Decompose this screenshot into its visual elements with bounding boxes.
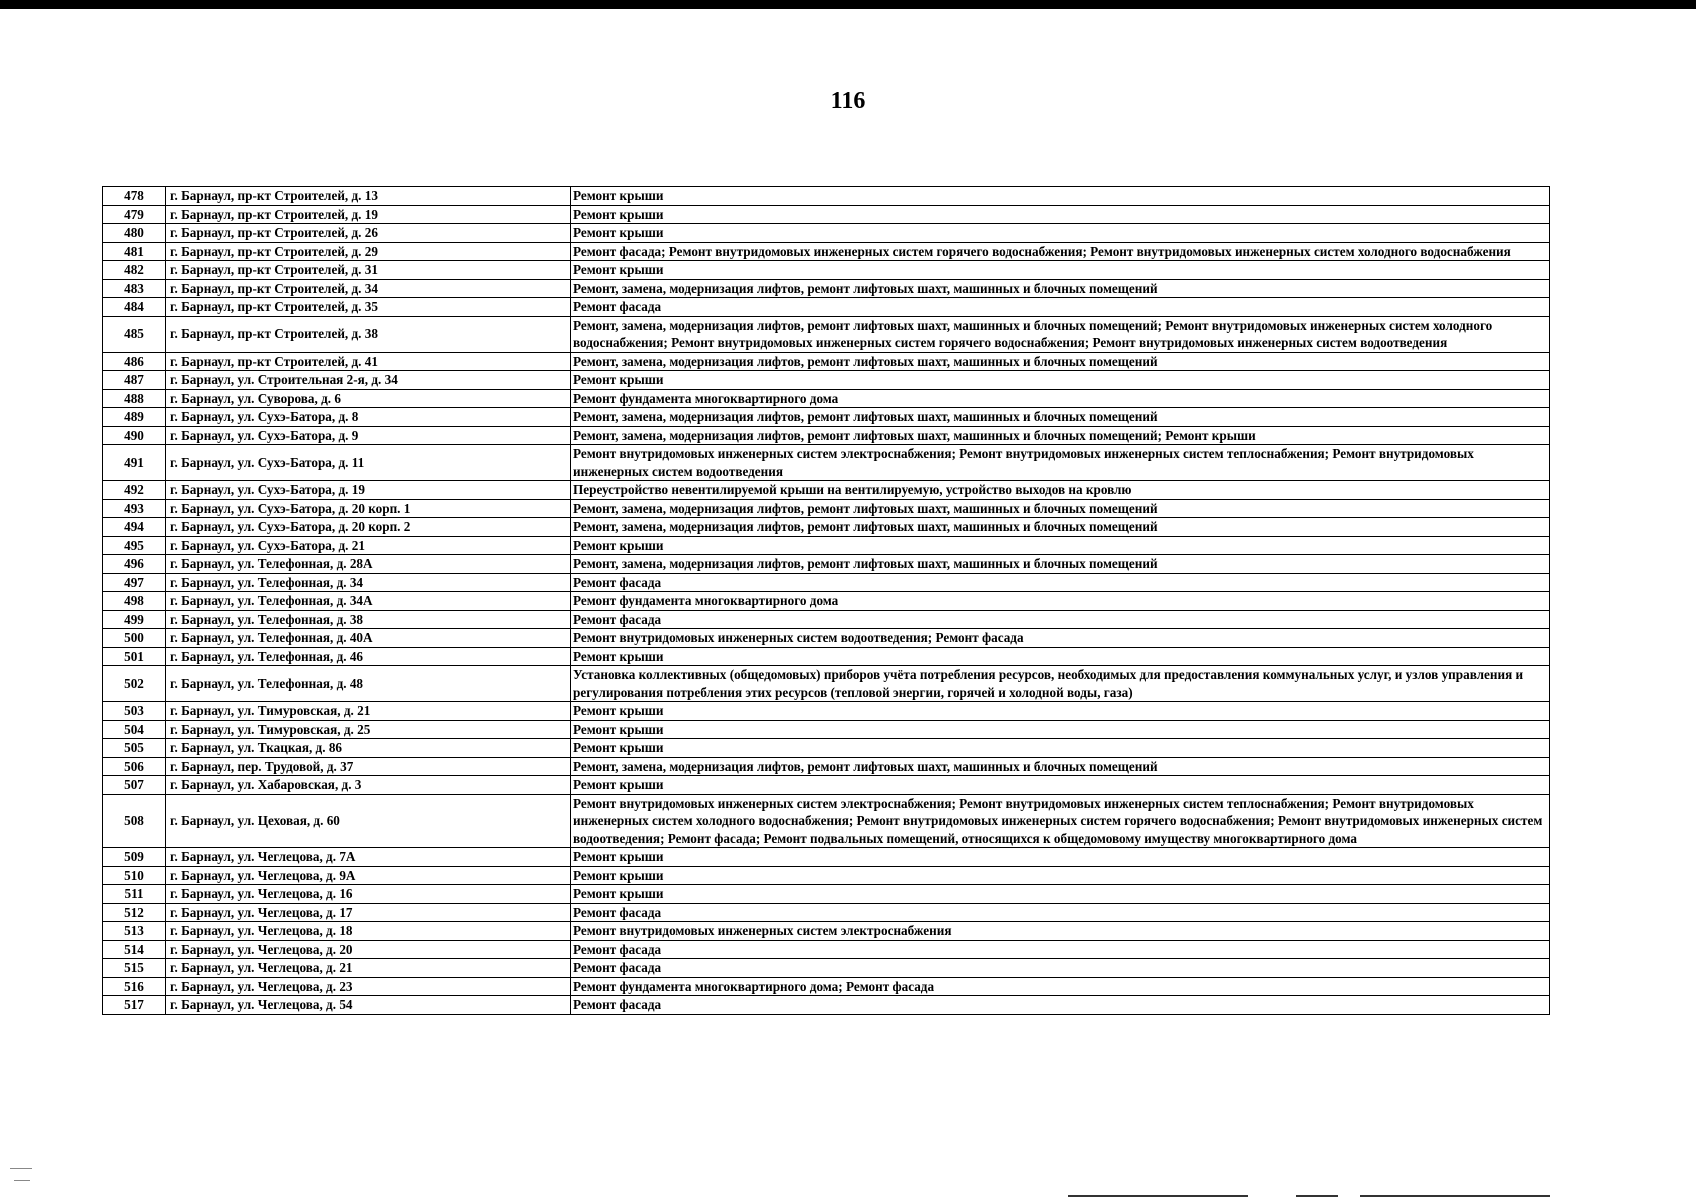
row-address: г. Барнаул, ул. Сухэ-Батора, д. 9	[166, 426, 571, 445]
row-work: Ремонт фасада	[571, 573, 1550, 592]
row-work: Ремонт фасада	[571, 940, 1550, 959]
row-number: 485	[103, 316, 166, 352]
table-row	[103, 518, 1550, 537]
row-address: г. Барнаул, ул. Телефонная, д. 34А	[166, 592, 571, 611]
table-row	[103, 592, 1550, 611]
table-row	[103, 298, 1550, 317]
row-address: г. Барнаул, ул. Телефонная, д. 46	[166, 647, 571, 666]
table-row	[103, 885, 1550, 904]
works-table-body	[103, 187, 1550, 1015]
table-row	[103, 389, 1550, 408]
row-number: 490	[103, 426, 166, 445]
row-work: Ремонт крыши	[571, 885, 1550, 904]
row-number: 504	[103, 720, 166, 739]
row-work: Ремонт внутридомовых инженерных систем электроснабжения	[571, 922, 1550, 941]
row-work: Ремонт, замена, модернизация лифтов, ремонт лифтовых шахт, машинных и блочных помещений	[571, 279, 1550, 298]
works-table-container	[102, 186, 1550, 1015]
table-row	[103, 573, 1550, 592]
row-address: г. Барнаул, ул. Телефонная, д. 28А	[166, 555, 571, 574]
row-work: Ремонт внутридомовых инженерных систем электроснабжения; Ремонт внутридомовых инженерных систем теплоснабжения; Ремонт внутридомовых инженерных систем водоотведения	[571, 445, 1550, 481]
row-address: г. Барнаул, ул. Чеглецова, д. 9А	[166, 866, 571, 885]
table-row	[103, 903, 1550, 922]
row-address: г. Барнаул, ул. Ткацкая, д. 86	[166, 739, 571, 758]
table-row	[103, 610, 1550, 629]
row-work: Ремонт внутридомовых инженерных систем электроснабжения; Ремонт внутридомовых инженерных систем теплоснабжения; Ремонт внутридомовых инженерных систем холодного водоснабжения; Ремонт внутридомовых инженерных систем горячего водоснабжения; Ремонт внутридомовых инженерных систем водоотведения; Ремонт фасада; Ремонт подвальных помещений, относящихся к общедомовому имуществу многоквартирного дома	[571, 794, 1550, 848]
table-row	[103, 720, 1550, 739]
table-row	[103, 776, 1550, 795]
bottom-edge-line	[1360, 1195, 1550, 1197]
row-number: 498	[103, 592, 166, 611]
table-row	[103, 940, 1550, 959]
row-address: г. Барнаул, ул. Чеглецова, д. 20	[166, 940, 571, 959]
row-number: 501	[103, 647, 166, 666]
row-work: Ремонт, замена, модернизация лифтов, ремонт лифтовых шахт, машинных и блочных помещений; Ремонт крыши	[571, 426, 1550, 445]
row-number: 480	[103, 224, 166, 243]
table-row	[103, 666, 1550, 702]
row-work: Ремонт, замена, модернизация лифтов, ремонт лифтовых шахт, машинных и блочных помещений; Ремонт внутридомовых инженерных систем холодного водоснабжения; Ремонт внутридомовых инженерных систем горячего водоснабжения; Ремонт внутридомовых инженерных систем водоотведения	[571, 316, 1550, 352]
row-work: Ремонт фундамента многоквартирного дома	[571, 592, 1550, 611]
row-address: г. Барнаул, ул. Сухэ-Батора, д. 20 корп. 2	[166, 518, 571, 537]
row-number: 507	[103, 776, 166, 795]
row-work: Ремонт крыши	[571, 205, 1550, 224]
row-number: 514	[103, 940, 166, 959]
table-row	[103, 555, 1550, 574]
row-number: 491	[103, 445, 166, 481]
row-address: г. Барнаул, ул. Сухэ-Батора, д. 19	[166, 481, 571, 500]
row-number: 486	[103, 352, 166, 371]
table-row	[103, 205, 1550, 224]
row-number: 505	[103, 739, 166, 758]
scan-top-edge	[0, 0, 1696, 9]
row-number: 509	[103, 848, 166, 867]
row-work: Ремонт фасада; Ремонт внутридомовых инженерных систем горячего водоснабжения; Ремонт внутридомовых инженерных систем холодного водоснабжения	[571, 242, 1550, 261]
row-work: Ремонт крыши	[571, 187, 1550, 206]
row-address: г. Барнаул, ул. Телефонная, д. 48	[166, 666, 571, 702]
row-address: г. Барнаул, ул. Чеглецова, д. 23	[166, 977, 571, 996]
table-row	[103, 261, 1550, 280]
row-address: г. Барнаул, ул. Строительная 2-я, д. 34	[166, 371, 571, 390]
table-row	[103, 187, 1550, 206]
row-work: Ремонт крыши	[571, 720, 1550, 739]
row-number: 483	[103, 279, 166, 298]
row-address: г. Барнаул, пр-кт Строителей, д. 35	[166, 298, 571, 317]
row-number: 516	[103, 977, 166, 996]
row-address: г. Барнаул, ул. Чеглецова, д. 16	[166, 885, 571, 904]
row-number: 489	[103, 408, 166, 427]
row-work: Ремонт, замена, модернизация лифтов, ремонт лифтовых шахт, машинных и блочных помещений	[571, 518, 1550, 537]
row-work: Ремонт фасада	[571, 298, 1550, 317]
row-address: г. Барнаул, ул. Чеглецова, д. 7А	[166, 848, 571, 867]
row-address: г. Барнаул, ул. Тимуровская, д. 21	[166, 702, 571, 721]
table-row	[103, 629, 1550, 648]
row-number: 513	[103, 922, 166, 941]
table-row	[103, 647, 1550, 666]
table-row	[103, 242, 1550, 261]
row-work: Ремонт крыши	[571, 536, 1550, 555]
row-number: 500	[103, 629, 166, 648]
row-number: 493	[103, 499, 166, 518]
row-address: г. Барнаул, ул. Хабаровская, д. 3	[166, 776, 571, 795]
bottom-edge-line	[1068, 1195, 1248, 1197]
row-address: г. Барнаул, ул. Сухэ-Батора, д. 21	[166, 536, 571, 555]
row-address: г. Барнаул, пр-кт Строителей, д. 29	[166, 242, 571, 261]
table-row	[103, 996, 1550, 1015]
row-address: г. Барнаул, ул. Чеглецова, д. 54	[166, 996, 571, 1015]
row-work: Ремонт, замена, модернизация лифтов, ремонт лифтовых шахт, машинных и блочных помещений	[571, 555, 1550, 574]
margin-mark	[10, 1168, 32, 1169]
row-work: Ремонт крыши	[571, 702, 1550, 721]
row-address: г. Барнаул, пер. Трудовой, д. 37	[166, 757, 571, 776]
row-number: 495	[103, 536, 166, 555]
row-address: г. Барнаул, пр-кт Строителей, д. 34	[166, 279, 571, 298]
table-row	[103, 224, 1550, 243]
row-work: Ремонт, замена, модернизация лифтов, ремонт лифтовых шахт, машинных и блочных помещений	[571, 499, 1550, 518]
row-number: 515	[103, 959, 166, 978]
table-row	[103, 866, 1550, 885]
row-address: г. Барнаул, ул. Чеглецова, д. 17	[166, 903, 571, 922]
row-work: Переустройство невентилируемой крыши на вентилируемую, устройство выходов на кровлю	[571, 481, 1550, 500]
row-number: 511	[103, 885, 166, 904]
row-number: 510	[103, 866, 166, 885]
table-row	[103, 536, 1550, 555]
row-address: г. Барнаул, пр-кт Строителей, д. 41	[166, 352, 571, 371]
row-number: 499	[103, 610, 166, 629]
row-address: г. Барнаул, ул. Телефонная, д. 40А	[166, 629, 571, 648]
row-number: 512	[103, 903, 166, 922]
row-work: Ремонт фасада	[571, 610, 1550, 629]
table-row	[103, 408, 1550, 427]
row-address: г. Барнаул, пр-кт Строителей, д. 38	[166, 316, 571, 352]
table-row	[103, 794, 1550, 848]
table-row	[103, 426, 1550, 445]
row-address: г. Барнаул, ул. Чеглецова, д. 21	[166, 959, 571, 978]
page-number: 116	[830, 88, 866, 114]
table-row	[103, 977, 1550, 996]
row-work: Ремонт крыши	[571, 848, 1550, 867]
row-work: Ремонт крыши	[571, 371, 1550, 390]
row-work: Ремонт крыши	[571, 224, 1550, 243]
row-work: Ремонт фасада	[571, 996, 1550, 1015]
row-number: 478	[103, 187, 166, 206]
row-address: г. Барнаул, ул. Телефонная, д. 34	[166, 573, 571, 592]
table-row	[103, 739, 1550, 758]
row-work: Ремонт крыши	[571, 866, 1550, 885]
row-work: Ремонт крыши	[571, 739, 1550, 758]
row-address: г. Барнаул, пр-кт Строителей, д. 26	[166, 224, 571, 243]
row-work: Ремонт, замена, модернизация лифтов, ремонт лифтовых шахт, машинных и блочных помещений	[571, 352, 1550, 371]
row-work: Ремонт крыши	[571, 261, 1550, 280]
row-work: Ремонт фасада	[571, 959, 1550, 978]
table-row	[103, 481, 1550, 500]
table-row	[103, 922, 1550, 941]
row-address: г. Барнаул, ул. Сухэ-Батора, д. 11	[166, 445, 571, 481]
row-number: 487	[103, 371, 166, 390]
table-row	[103, 757, 1550, 776]
row-address: г. Барнаул, пр-кт Строителей, д. 31	[166, 261, 571, 280]
row-address: г. Барнаул, пр-кт Строителей, д. 19	[166, 205, 571, 224]
row-number: 517	[103, 996, 166, 1015]
table-row	[103, 959, 1550, 978]
row-work: Ремонт фундамента многоквартирного дома; Ремонт фасада	[571, 977, 1550, 996]
row-number: 484	[103, 298, 166, 317]
row-work: Ремонт, замена, модернизация лифтов, ремонт лифтовых шахт, машинных и блочных помещений	[571, 408, 1550, 427]
row-address: г. Барнаул, ул. Суворова, д. 6	[166, 389, 571, 408]
row-work: Установка коллективных (общедомовых) приборов учёта потребления ресурсов, необходимых для предоставления коммунальных услуг, и узлов управления и регулирования потребления этих ресурсов (тепловой энергии, горячей и холодной воды, газа)	[571, 666, 1550, 702]
row-number: 508	[103, 794, 166, 848]
row-work: Ремонт крыши	[571, 776, 1550, 795]
table-row	[103, 499, 1550, 518]
table-row	[103, 352, 1550, 371]
row-work: Ремонт, замена, модернизация лифтов, ремонт лифтовых шахт, машинных и блочных помещений	[571, 757, 1550, 776]
row-number: 488	[103, 389, 166, 408]
works-table	[102, 186, 1550, 1015]
row-address: г. Барнаул, ул. Телефонная, д. 38	[166, 610, 571, 629]
table-row	[103, 279, 1550, 298]
table-row	[103, 316, 1550, 352]
row-number: 479	[103, 205, 166, 224]
table-row	[103, 702, 1550, 721]
row-number: 497	[103, 573, 166, 592]
row-number: 492	[103, 481, 166, 500]
row-work: Ремонт фасада	[571, 903, 1550, 922]
row-address: г. Барнаул, ул. Сухэ-Батора, д. 8	[166, 408, 571, 427]
row-number: 503	[103, 702, 166, 721]
bottom-edge-line	[1296, 1195, 1338, 1197]
row-work: Ремонт крыши	[571, 647, 1550, 666]
table-row	[103, 445, 1550, 481]
row-number: 494	[103, 518, 166, 537]
table-row	[103, 371, 1550, 390]
table-row	[103, 848, 1550, 867]
row-work: Ремонт фундамента многоквартирного дома	[571, 389, 1550, 408]
row-work: Ремонт внутридомовых инженерных систем водоотведения; Ремонт фасада	[571, 629, 1550, 648]
row-address: г. Барнаул, ул. Цеховая, д. 60	[166, 794, 571, 848]
margin-mark	[14, 1180, 30, 1181]
row-address: г. Барнаул, ул. Чеглецова, д. 18	[166, 922, 571, 941]
row-number: 506	[103, 757, 166, 776]
row-number: 481	[103, 242, 166, 261]
row-address: г. Барнаул, ул. Тимуровская, д. 25	[166, 720, 571, 739]
row-address: г. Барнаул, пр-кт Строителей, д. 13	[166, 187, 571, 206]
row-number: 482	[103, 261, 166, 280]
row-number: 496	[103, 555, 166, 574]
row-address: г. Барнаул, ул. Сухэ-Батора, д. 20 корп. 1	[166, 499, 571, 518]
row-number: 502	[103, 666, 166, 702]
